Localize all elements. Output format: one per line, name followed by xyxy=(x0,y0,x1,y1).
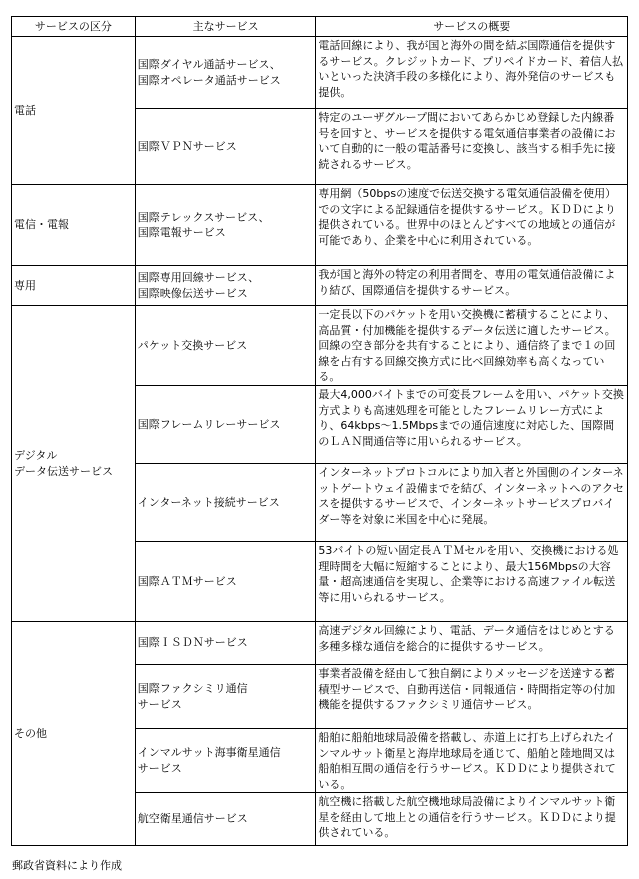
table-row xyxy=(12,37,628,109)
header-category: サービスの区分 xyxy=(12,17,136,37)
description-cell: インターネットプロトコルにより加入者と外国側のインターネットゲートウェイ設備までを結び、インターネットへのアクセスを提供するサービスで、インターネットサービスプロバイダー等を対象に米国を中心に発展。 xyxy=(316,464,628,542)
table-row xyxy=(12,306,628,386)
table-row xyxy=(12,622,628,665)
description-cell: 特定のユーザグループ間においてあらかじめ登録した内線番号を回すと、サービスを提供する電気通信事業者の設備において自動的に一般の電話番号に変換し、該当する相手先に接続されるサービス。 xyxy=(316,109,628,185)
description-cell: 53バイトの短い固定長ＡＴＭセルを用い、交換機における処理時間を大幅に短縮することにより、最大156Mbpsの大容量・超高速通信を実現し、企業等における高速ファイル転送等に用いられるサービス。 xyxy=(316,542,628,622)
description-cell: 航空機に搭載した航空機地球局設備によりインマルサット衛星を経由して地上との通信を行うサービス。ＫＤＤにより提供されている。 xyxy=(316,793,628,846)
category-cell: 電信・電報 xyxy=(12,185,136,266)
header-main-service: 主なサービス xyxy=(135,17,316,37)
description-cell: 船舶に船舶地球局設備を搭載し、赤道上に打ち上げられたインマルサット衛星と海岸地球局を通じて、船舶と陸地間又は船舶相互間の通信を行うサービス。ＫＤＤにより提供されている。 xyxy=(316,729,628,793)
service-cell: 国際専用回線サービス、 国際映像伝送サービス xyxy=(135,266,316,306)
header-overview: サービスの概要 xyxy=(316,17,628,37)
category-cell: 電話 xyxy=(12,37,136,185)
source-note: 郵政省資料により作成 xyxy=(12,859,122,872)
table-row xyxy=(12,185,628,266)
description-cell: 電話回線により、我が国と海外の間を結ぶ国際通信を提供するサービス。クレジットカード、プリペイドカード、着信人払いといった決済手段の多様化により、海外発信のサービスも提供。 xyxy=(316,37,628,109)
service-cell: 国際ＩＳＤＮサービス xyxy=(135,622,316,665)
category-cell: デジタル データ伝送サービス xyxy=(12,306,136,622)
service-cell: 国際ファクシミリ通信 サービス xyxy=(135,665,316,729)
service-cell: インターネット接続サービス xyxy=(135,464,316,542)
service-cell: 国際ＡＴＭサービス xyxy=(135,542,316,622)
service-cell: 国際テレックスサービス、 国際電報サービス xyxy=(135,185,316,266)
table-body xyxy=(12,37,628,846)
description-cell: 一定長以下のパケットを用い交換機に蓄積することにより、高品質・付加機能を提供するデータ伝送に適したサービス。回線の空き部分を共有することにより、通信終了まで１の回線を占有する回線交換方式に比べ回線効率も高くなっている。 xyxy=(316,306,628,386)
category-cell: 専用 xyxy=(12,266,136,306)
service-cell: 航空衛星通信サービス xyxy=(135,793,316,846)
services-table xyxy=(11,16,628,846)
header-row xyxy=(12,17,628,37)
description-cell: 高速デジタル回線により、電話、データ通信をはじめとする多種多様な通信を総合的に提供するサービス。 xyxy=(316,622,628,665)
description-cell: 最大4,000バイトまでの可変長フレームを用い、パケット交換方式よりも高速処理を可能としたフレームリレー方式により、64kbps～1.5Mbpsまでの通信速度に対応した、国際間のＬＡＮ間通信等に用いられるサービス。 xyxy=(316,386,628,464)
description-cell: 専用網（50bpsの速度で伝送交換する電気通信設備を使用）での文字による記録通信を提供するサービス。ＫＤＤにより提供されている。世界中のほとんどすべての地域との通信が可能であり、企業を中心に利用されている。 xyxy=(316,185,628,266)
service-cell: 国際フレームリレーサービス xyxy=(135,386,316,464)
service-cell: 国際ＶＰＮサービス xyxy=(135,109,316,185)
category-cell: その他 xyxy=(12,622,136,846)
service-cell: インマルサット海事衛星通信 サービス xyxy=(135,729,316,793)
service-cell: 国際ダイヤル通話サービス、 国際オペレータ通話サービス xyxy=(135,37,316,109)
description-cell: 我が国と海外の特定の利用者間を、専用の電気通信設備により結び、国際通信を提供するサービス。 xyxy=(316,266,628,306)
description-cell: 事業者設備を経由して独自網によりメッセージを送達する蓄積型サービスで、自動再送信・同報通信・時間指定等の付加機能を提供するファクシミリ通信サービス。 xyxy=(316,665,628,729)
service-cell: パケット交換サービス xyxy=(135,306,316,386)
table-row xyxy=(12,266,628,306)
